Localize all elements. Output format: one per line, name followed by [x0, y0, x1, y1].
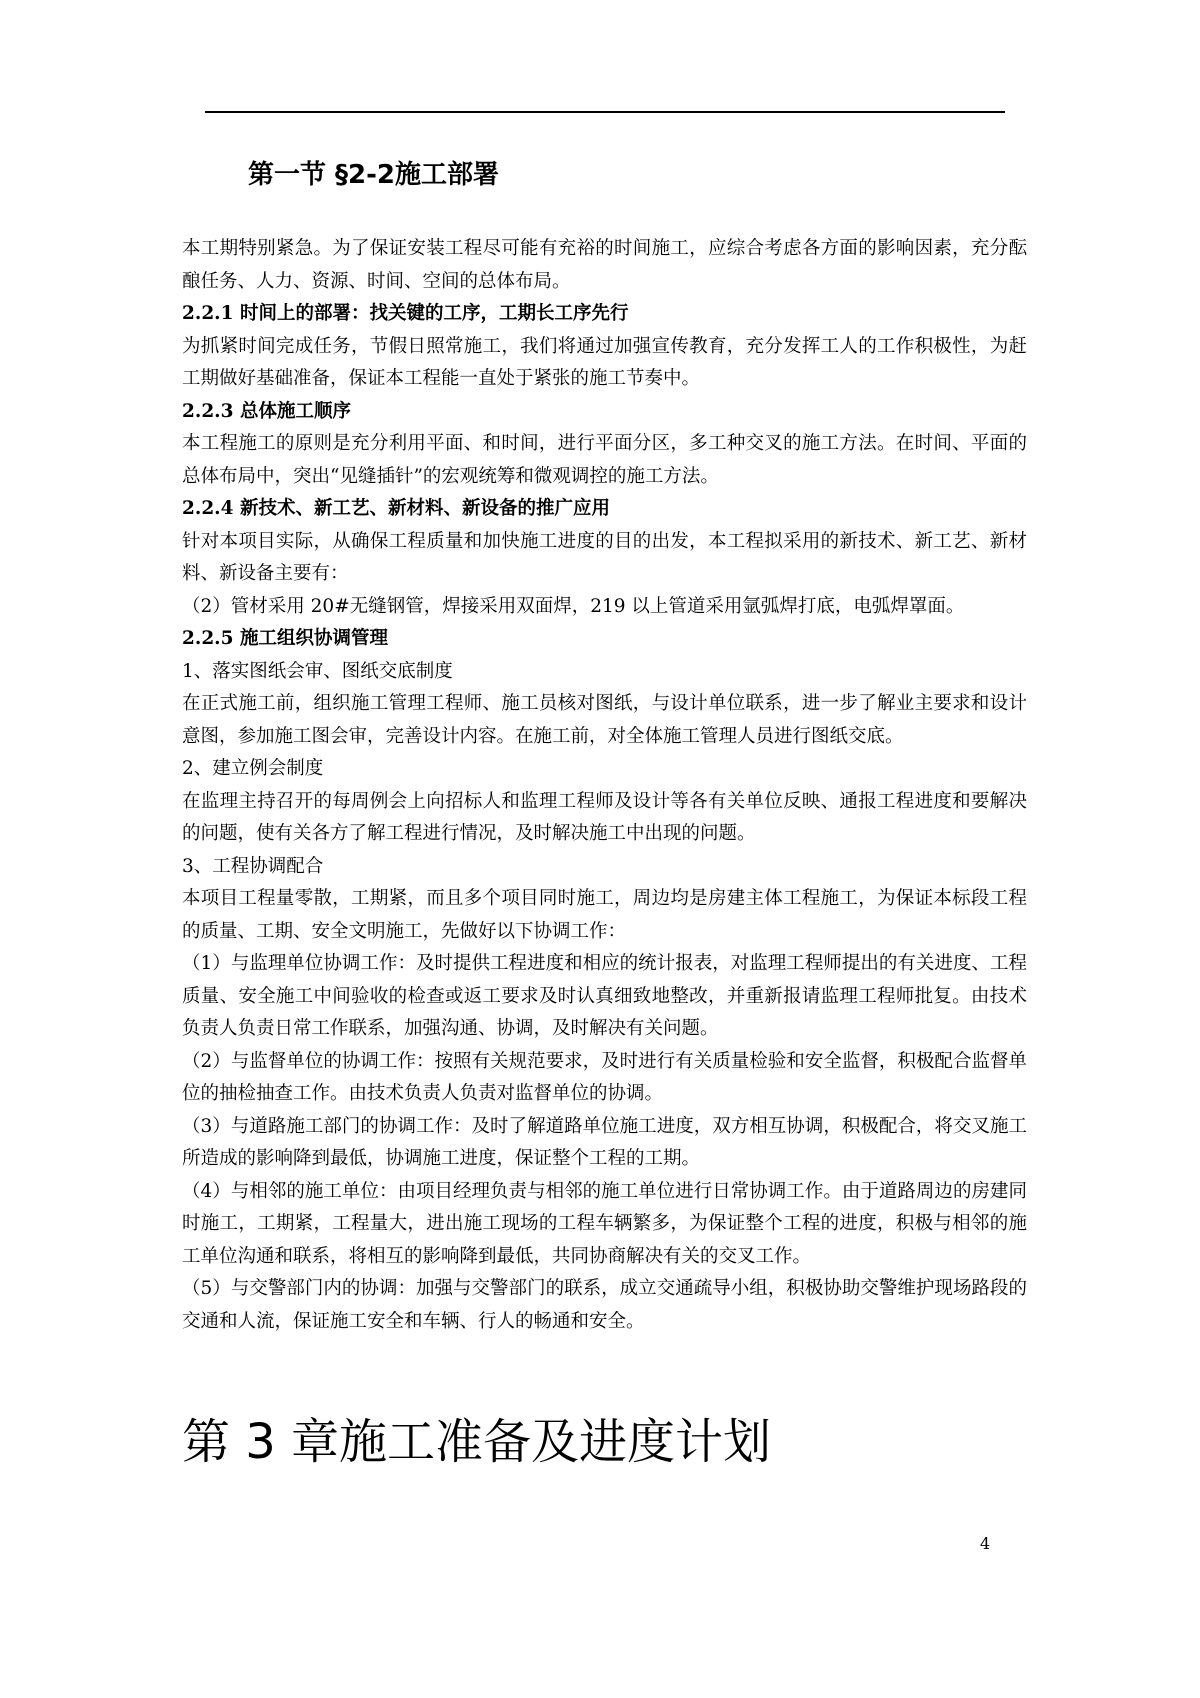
paragraph: 本工期特别紧急。为了保证安装工程尽可能有充裕的时间施工，应综合考虑各方面的影响因素，充分酝酿任务、人力、资源、时间、空间的总体布局。: [182, 238, 1027, 292]
section-title: 第一节 §2-2施工部署: [248, 160, 500, 190]
list-heading: 3、工程协调配合: [182, 855, 324, 877]
list-heading: 1、落实图纸会审、图纸交底制度: [182, 660, 453, 682]
subsection-heading: 2.2.5 施工组织协调管理: [182, 628, 388, 649]
list-item: （3）与道路施工部门的协调工作：及时了解道路单位施工进度，双方相互协调，积极配合，将交叉施工所造成的影响降到最低，协调施工进度，保证整个工程的工期。: [182, 1115, 1027, 1169]
list-item: （4）与相邻的施工单位：由项目经理负责与相邻的施工单位进行日常协调工作。由于道路周边的房建同时施工，工期紧，工程量大，进出施工现场的工程车辆繁多，为保证整个工程的进度，积极与相邻的施工单位沟通和联系，将相互的影响降到最低，共同协商解决有关的交叉工作。: [182, 1180, 1027, 1267]
list-item: （2）与监督单位的协调工作：按照有关规范要求，及时进行有关质量检验和安全监督，积极配合监督单位的抽检抽查工作。由技术负责人负责对监督单位的协调。: [182, 1050, 1027, 1104]
page-number: 4: [980, 1534, 991, 1553]
paragraph: 在监理主持召开的每周例会上向招标人和监理工程师及设计等各有关单位反映、通报工程进度和要解决的问题，使有关各方了解工程进行情况，及时解决施工中出现的问题。: [182, 790, 1027, 844]
paragraph: 针对本项目实际，从确保工程质量和加快施工进度的目的出发，本工程拟采用的新技术、新工艺、新材料、新设备主要有：: [182, 530, 1027, 584]
subsection-heading: 2.2.4 新技术、新工艺、新材料、新设备的推广应用: [182, 498, 610, 519]
paragraph: 为抓紧时间完成任务，节假日照常施工，我们将通过加强宣传教育，充分发挥工人的工作积极性，为赶工期做好基础准备，保证本工程能一直处于紧张的施工节奏中。: [182, 335, 1027, 389]
paragraph: 本项目工程量零散，工期紧，而且多个项目同时施工，周边均是房建主体工程施工，为保证本标段工程的质量、工期、安全文明施工，先做好以下协调工作：: [182, 888, 1027, 942]
list-item: （1）与监理单位协调工作：及时提供工程进度和相应的统计报表，对监理工程师提出的有关进度、工程质量、安全施工中间验收的检查或返工要求及时认真细致地整改，并重新报请监理工程师批复。由技术负责人负责日常工作联系，加强沟通、协调，及时解决有关问题。: [182, 953, 1027, 1039]
body-text: [182, 233, 1027, 1338]
paragraph: 本工程施工的原则是充分利用平面、和时间，进行平面分区，多工种交叉的施工方法。在时间、平面的总体布局中，突出“见缝插针”的宏观统筹和微观调控的施工方法。: [182, 433, 1027, 487]
subsection-heading: 2.2.3 总体施工顺序: [182, 400, 351, 422]
subsection-heading: 2.2.1 时间上的部署：找关键的工序，工期长工序先行: [182, 303, 629, 324]
chapter-title: 第 3 章施工准备及进度计划: [182, 1414, 772, 1470]
list-heading: 2、建立例会制度: [182, 758, 324, 779]
list-item: （5）与交警部门内的协调：加强与交警部门的联系，成立交通疏导小组，积极协助交警维护现场路段的交通和人流，保证施工安全和车辆、行人的畅通和安全。: [182, 1278, 1027, 1332]
paragraph: （2）管材采用 20#无缝钢管，焊接采用双面焊，219 以上管道采用氩弧焊打底，电弧焊罩面。: [182, 595, 965, 617]
paragraph: 在正式施工前，组织施工管理工程师、施工员核对图纸，与设计单位联系，进一步了解业主要求和设计意图，参加施工图会审，完善设计内容。在施工前，对全体施工管理人员进行图纸交底。: [182, 693, 1027, 747]
header-rule: [205, 111, 1005, 113]
